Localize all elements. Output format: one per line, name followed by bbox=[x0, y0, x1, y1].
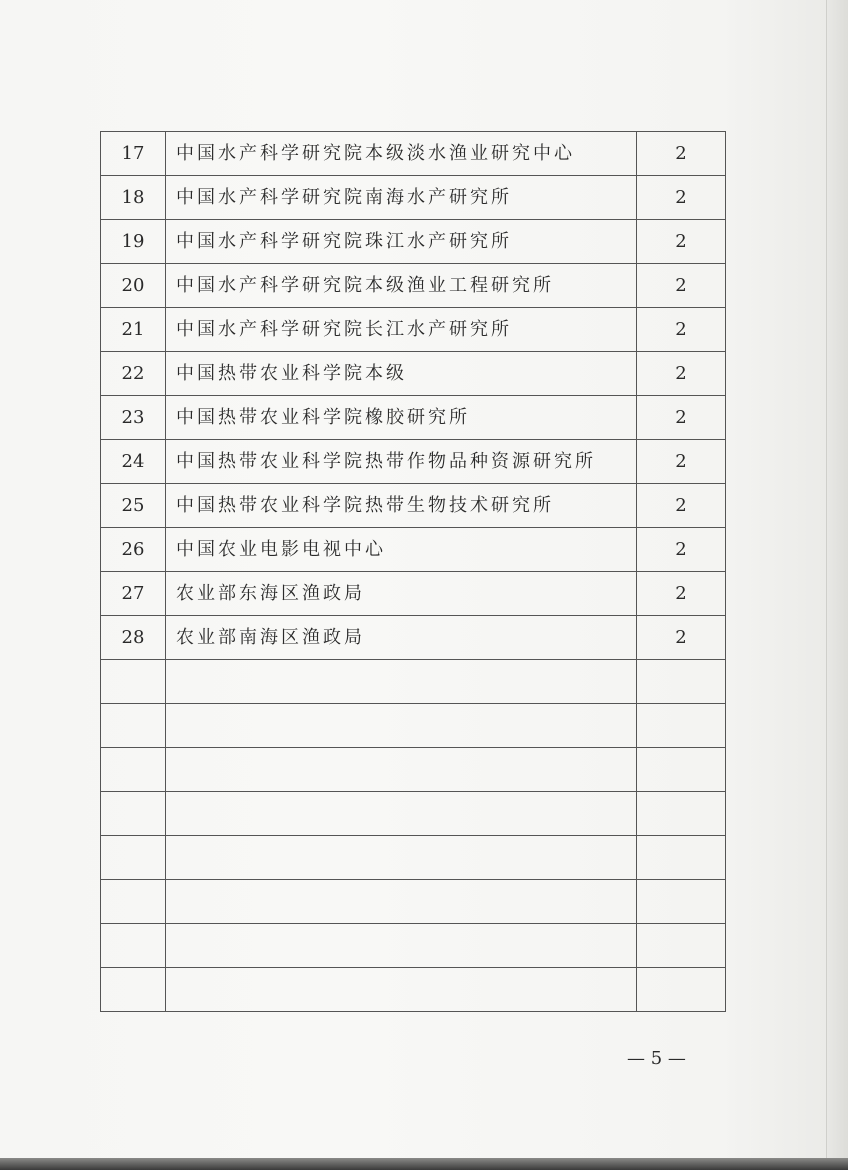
table-row bbox=[101, 572, 726, 616]
quota-count-cell bbox=[637, 660, 726, 704]
table-row bbox=[101, 968, 726, 1012]
unit-name-cell: 中国热带农业科学院橡胶研究所 bbox=[166, 396, 637, 440]
quota-count-cell: 2 bbox=[637, 352, 726, 396]
row-number-cell: 28 bbox=[101, 616, 166, 660]
page-edge-shadow bbox=[826, 0, 848, 1170]
row-number-cell bbox=[101, 968, 166, 1012]
quota-count-cell: 2 bbox=[637, 176, 726, 220]
row-number-cell: 25 bbox=[101, 484, 166, 528]
row-number-cell: 22 bbox=[101, 352, 166, 396]
quota-count-cell: 2 bbox=[637, 484, 726, 528]
quota-table bbox=[100, 131, 726, 1012]
table-row bbox=[101, 132, 726, 176]
row-number-cell: 26 bbox=[101, 528, 166, 572]
table-row bbox=[101, 396, 726, 440]
table-row bbox=[101, 924, 726, 968]
unit-name-cell: 农业部东海区渔政局 bbox=[166, 572, 637, 616]
quota-count-cell: 2 bbox=[637, 132, 726, 176]
page-number: — 5 — bbox=[627, 1048, 686, 1069]
table-row bbox=[101, 440, 726, 484]
row-number-cell bbox=[101, 660, 166, 704]
unit-name-cell bbox=[166, 880, 637, 924]
quota-count-cell: 2 bbox=[637, 528, 726, 572]
table-row bbox=[101, 704, 726, 748]
table-row bbox=[101, 836, 726, 880]
unit-name-cell: 中国水产科学研究院珠江水产研究所 bbox=[166, 220, 637, 264]
table-row bbox=[101, 748, 726, 792]
quota-count-cell: 2 bbox=[637, 308, 726, 352]
row-number-cell: 23 bbox=[101, 396, 166, 440]
unit-name-cell: 中国水产科学研究院南海水产研究所 bbox=[166, 176, 637, 220]
row-number-cell: 17 bbox=[101, 132, 166, 176]
row-number-cell bbox=[101, 924, 166, 968]
row-number-cell: 19 bbox=[101, 220, 166, 264]
table-row bbox=[101, 792, 726, 836]
table-row bbox=[101, 352, 726, 396]
unit-name-cell bbox=[166, 792, 637, 836]
quota-count-cell: 2 bbox=[637, 220, 726, 264]
table-row bbox=[101, 308, 726, 352]
row-number-cell: 21 bbox=[101, 308, 166, 352]
quota-count-cell: 2 bbox=[637, 440, 726, 484]
row-number-cell: 20 bbox=[101, 264, 166, 308]
unit-name-cell bbox=[166, 924, 637, 968]
row-number-cell bbox=[101, 704, 166, 748]
unit-name-cell bbox=[166, 704, 637, 748]
quota-count-cell: 2 bbox=[637, 396, 726, 440]
scan-bottom-border bbox=[0, 1158, 848, 1170]
row-number-cell: 18 bbox=[101, 176, 166, 220]
quota-count-cell: 2 bbox=[637, 264, 726, 308]
unit-name-cell bbox=[166, 748, 637, 792]
unit-name-cell bbox=[166, 968, 637, 1012]
row-number-cell bbox=[101, 748, 166, 792]
row-number-cell bbox=[101, 792, 166, 836]
table-row bbox=[101, 176, 726, 220]
table-row bbox=[101, 660, 726, 704]
unit-name-cell: 农业部南海区渔政局 bbox=[166, 616, 637, 660]
unit-name-cell: 中国水产科学研究院长江水产研究所 bbox=[166, 308, 637, 352]
unit-name-cell: 中国农业电影电视中心 bbox=[166, 528, 637, 572]
unit-name-cell: 中国水产科学研究院本级淡水渔业研究中心 bbox=[166, 132, 637, 176]
table-row bbox=[101, 484, 726, 528]
quota-count-cell bbox=[637, 792, 726, 836]
quota-count-cell bbox=[637, 704, 726, 748]
table-row bbox=[101, 220, 726, 264]
row-number-cell: 27 bbox=[101, 572, 166, 616]
quota-count-cell bbox=[637, 880, 726, 924]
table-row bbox=[101, 880, 726, 924]
table-row bbox=[101, 528, 726, 572]
row-number-cell: 24 bbox=[101, 440, 166, 484]
unit-name-cell: 中国热带农业科学院本级 bbox=[166, 352, 637, 396]
quota-count-cell bbox=[637, 968, 726, 1012]
unit-name-cell: 中国热带农业科学院热带生物技术研究所 bbox=[166, 484, 637, 528]
unit-name-cell bbox=[166, 836, 637, 880]
quota-count-cell bbox=[637, 836, 726, 880]
quota-count-cell: 2 bbox=[637, 572, 726, 616]
table-row bbox=[101, 264, 726, 308]
quota-count-cell bbox=[637, 924, 726, 968]
quota-count-cell: 2 bbox=[637, 616, 726, 660]
quota-table-body bbox=[101, 132, 726, 1012]
row-number-cell bbox=[101, 836, 166, 880]
table-row bbox=[101, 616, 726, 660]
unit-name-cell bbox=[166, 660, 637, 704]
row-number-cell bbox=[101, 880, 166, 924]
quota-count-cell bbox=[637, 748, 726, 792]
unit-name-cell: 中国热带农业科学院热带作物品种资源研究所 bbox=[166, 440, 637, 484]
unit-name-cell: 中国水产科学研究院本级渔业工程研究所 bbox=[166, 264, 637, 308]
